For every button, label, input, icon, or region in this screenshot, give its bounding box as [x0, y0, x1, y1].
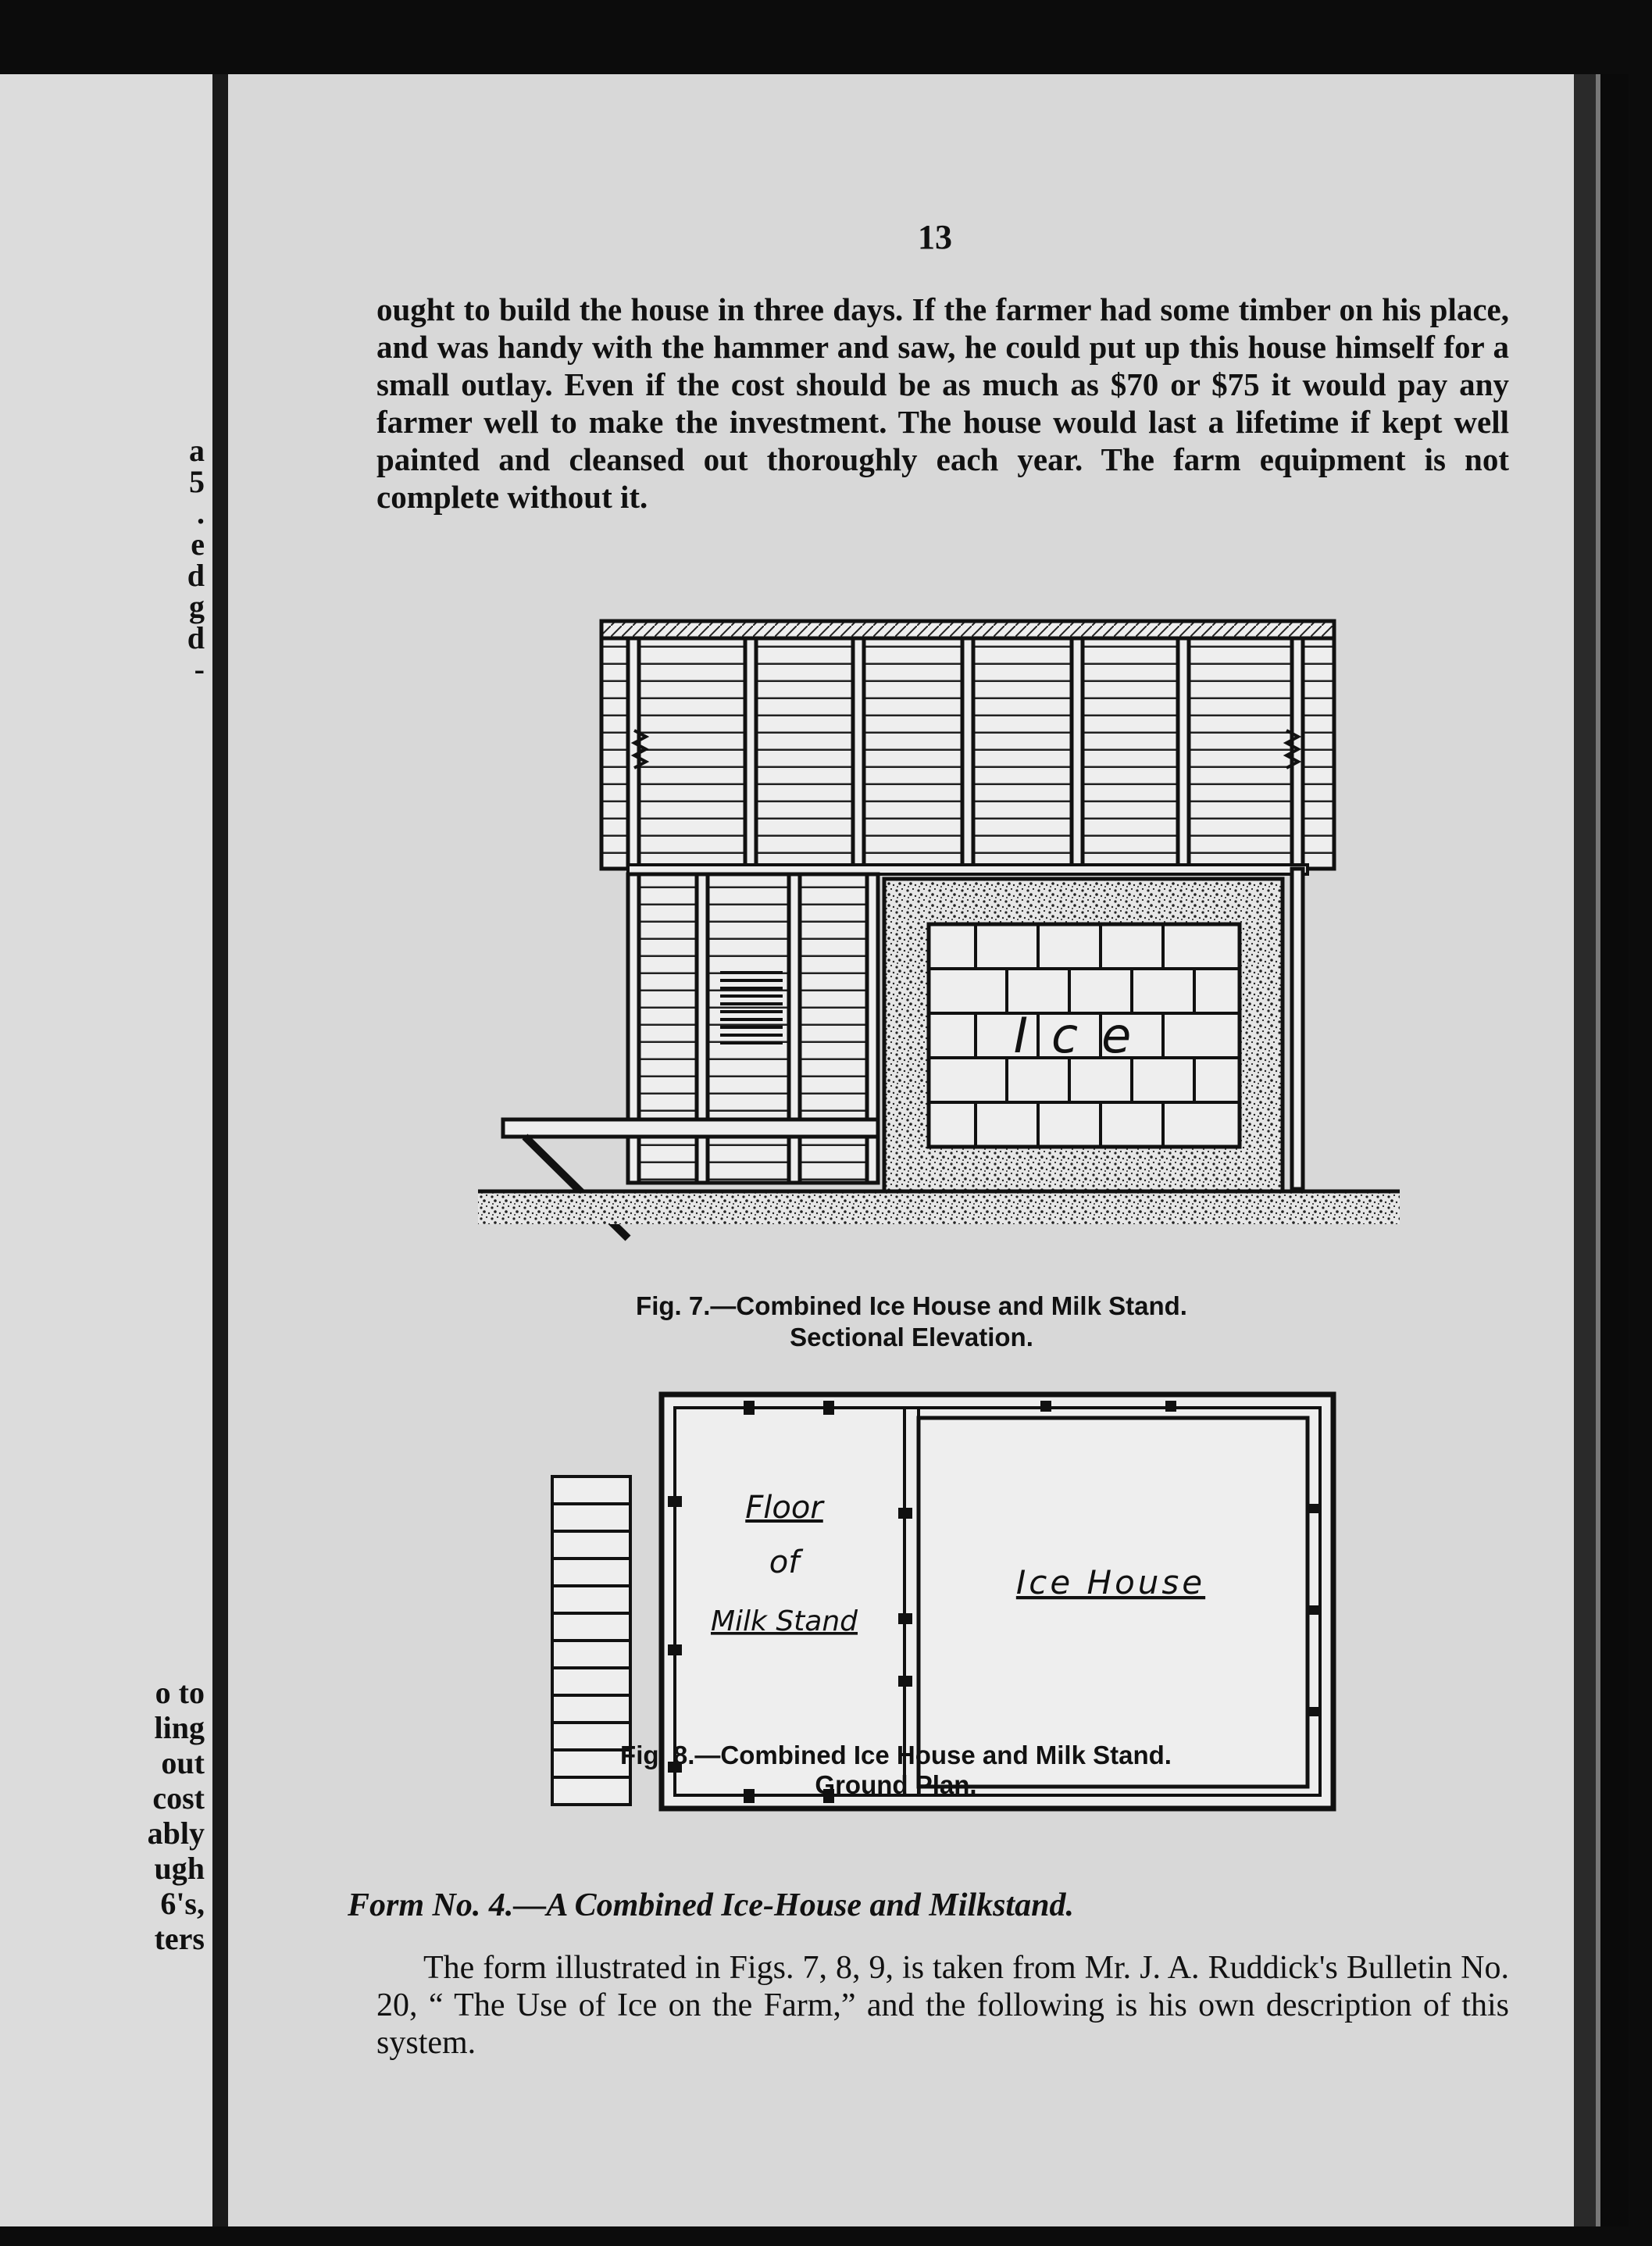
book-cover-edge — [1596, 74, 1629, 2226]
roof — [601, 621, 1334, 638]
left-fragment: ably — [147, 1816, 205, 1851]
left-fragment: d — [187, 620, 205, 655]
figure-7-elevation — [228, 527, 1574, 1285]
ground — [478, 1191, 1400, 1224]
page-edge-shadow — [1574, 74, 1596, 2226]
book-page — [228, 74, 1574, 2226]
form-title: Form No. 4.—A Combined Ice-House and Milkstand. — [348, 1887, 1074, 1923]
page-number: 13 — [918, 218, 952, 256]
icehouse-label: Ice House — [1015, 1563, 1206, 1601]
floor-label-2: of — [769, 1544, 800, 1580]
left-fragment: a — [189, 433, 205, 468]
book-spine — [212, 74, 228, 2226]
left-fragment: o to — [155, 1675, 205, 1710]
closing-paragraph: The form illustrated in Figs. 7, 8, 9, is taken from Mr. J. A. Ruddick's Bulletin No. 20, “ The Use of Ice on the Farm,” and the following is his own description of this system. — [376, 1950, 1509, 2061]
intro-paragraph: ought to build the house in three days. If the farmer had some timber on his place, and was handy with the hammer and saw, he could put up this house himself for a small outlay. Even if the cost should be as much as $70 or $75 it would pay any farmer well to make the investment. The house would last a lifetime if kept well painted and cleansed out thoroughly each year. The farm equipment is not complete without it. — [376, 291, 1509, 515]
left-fragment: ling — [154, 1710, 205, 1745]
left-fragment: ugh — [154, 1851, 205, 1886]
left-fragment: 5 — [189, 464, 205, 499]
left-fragment: 6's, — [160, 1886, 205, 1921]
figure-8-caption-line2: Ground Plan. — [815, 1770, 977, 1799]
floor-label-1: Floor — [745, 1490, 823, 1526]
ice-label: Ice — [1013, 1007, 1155, 1064]
left-fragment: g — [189, 589, 205, 624]
left-fragment: cost — [152, 1780, 205, 1816]
figure-7-caption-line2: Sectional Elevation. — [790, 1323, 1033, 1352]
left-fragment: out — [161, 1745, 205, 1780]
left-fragment: d — [187, 558, 205, 593]
floor-label-3: Milk Stand — [710, 1605, 858, 1637]
left-fragment: ters — [154, 1921, 205, 1956]
partition — [904, 1408, 919, 1795]
left-fragment: - — [194, 652, 205, 687]
figure-8-caption-line1: Fig. 8.—Combined Ice House and Milk Stand. — [620, 1741, 1172, 1769]
left-fragment: e — [191, 527, 205, 562]
figure-7-caption-line1: Fig. 7.—Combined Ice House and Milk Stand. — [636, 1291, 1187, 1320]
milk-stand-shelf — [503, 1119, 878, 1137]
left-page-edge — [0, 74, 212, 2226]
left-fragment: . — [197, 495, 205, 530]
